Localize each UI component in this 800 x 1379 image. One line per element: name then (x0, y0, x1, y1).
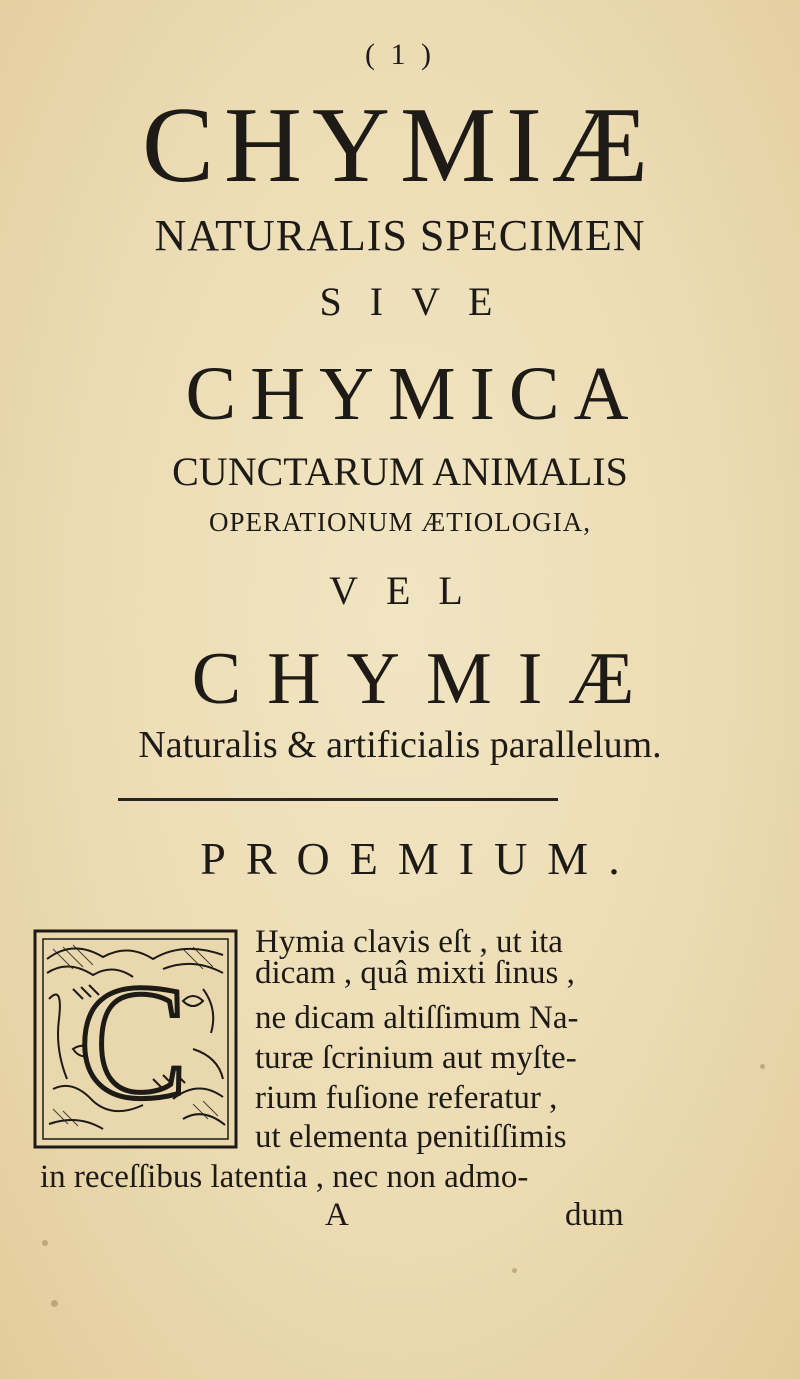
body-line-5: rium fuſione referatur , (255, 1080, 558, 1116)
signature-mark: A (325, 1197, 349, 1233)
body-line-4: turæ ſcrinium aut myſte- (255, 1040, 577, 1076)
decorated-initial-c-icon (33, 929, 238, 1149)
horizontal-rule (118, 798, 558, 801)
catchword: dum (565, 1197, 624, 1233)
page-number: ( 1 ) (365, 38, 435, 71)
paper-spot (512, 1268, 517, 1273)
title-line-9: Naturalis & artificialis parallelum. (138, 724, 662, 766)
title-line-4: CHYMICA (185, 352, 643, 436)
title-line-2: NATURALIS SPECIMEN (154, 211, 646, 260)
title-line-5: CUNCTARUM ANIMALIS (172, 449, 628, 494)
paper-spot (42, 1240, 48, 1246)
paper-spot (760, 1064, 765, 1069)
title-line-6: OPERATIONUM ÆTIOLOGIA, (209, 507, 591, 537)
title-line-1: CHYMIÆ (141, 86, 659, 205)
title-line-7: VEL (329, 568, 491, 613)
paper-spot (51, 1300, 58, 1307)
body-line-3: ne dicam altiſſimum Na- (255, 1000, 579, 1036)
svg-text:C: C (77, 950, 189, 1133)
title-line-3: SIVE (319, 279, 521, 324)
section-heading: PROEMIUM. (200, 833, 640, 884)
body-line-7: in receſſibus latentia , nec non admo- (40, 1159, 529, 1195)
body-line-1: Hymia clavis eſt , ut ita (255, 924, 563, 960)
title-line-8: CHYMIÆ (191, 638, 661, 720)
body-line-6: ut elementa penitiſſimis (255, 1119, 567, 1155)
body-line-2: dicam , quâ mixti ſinus , (255, 955, 575, 991)
